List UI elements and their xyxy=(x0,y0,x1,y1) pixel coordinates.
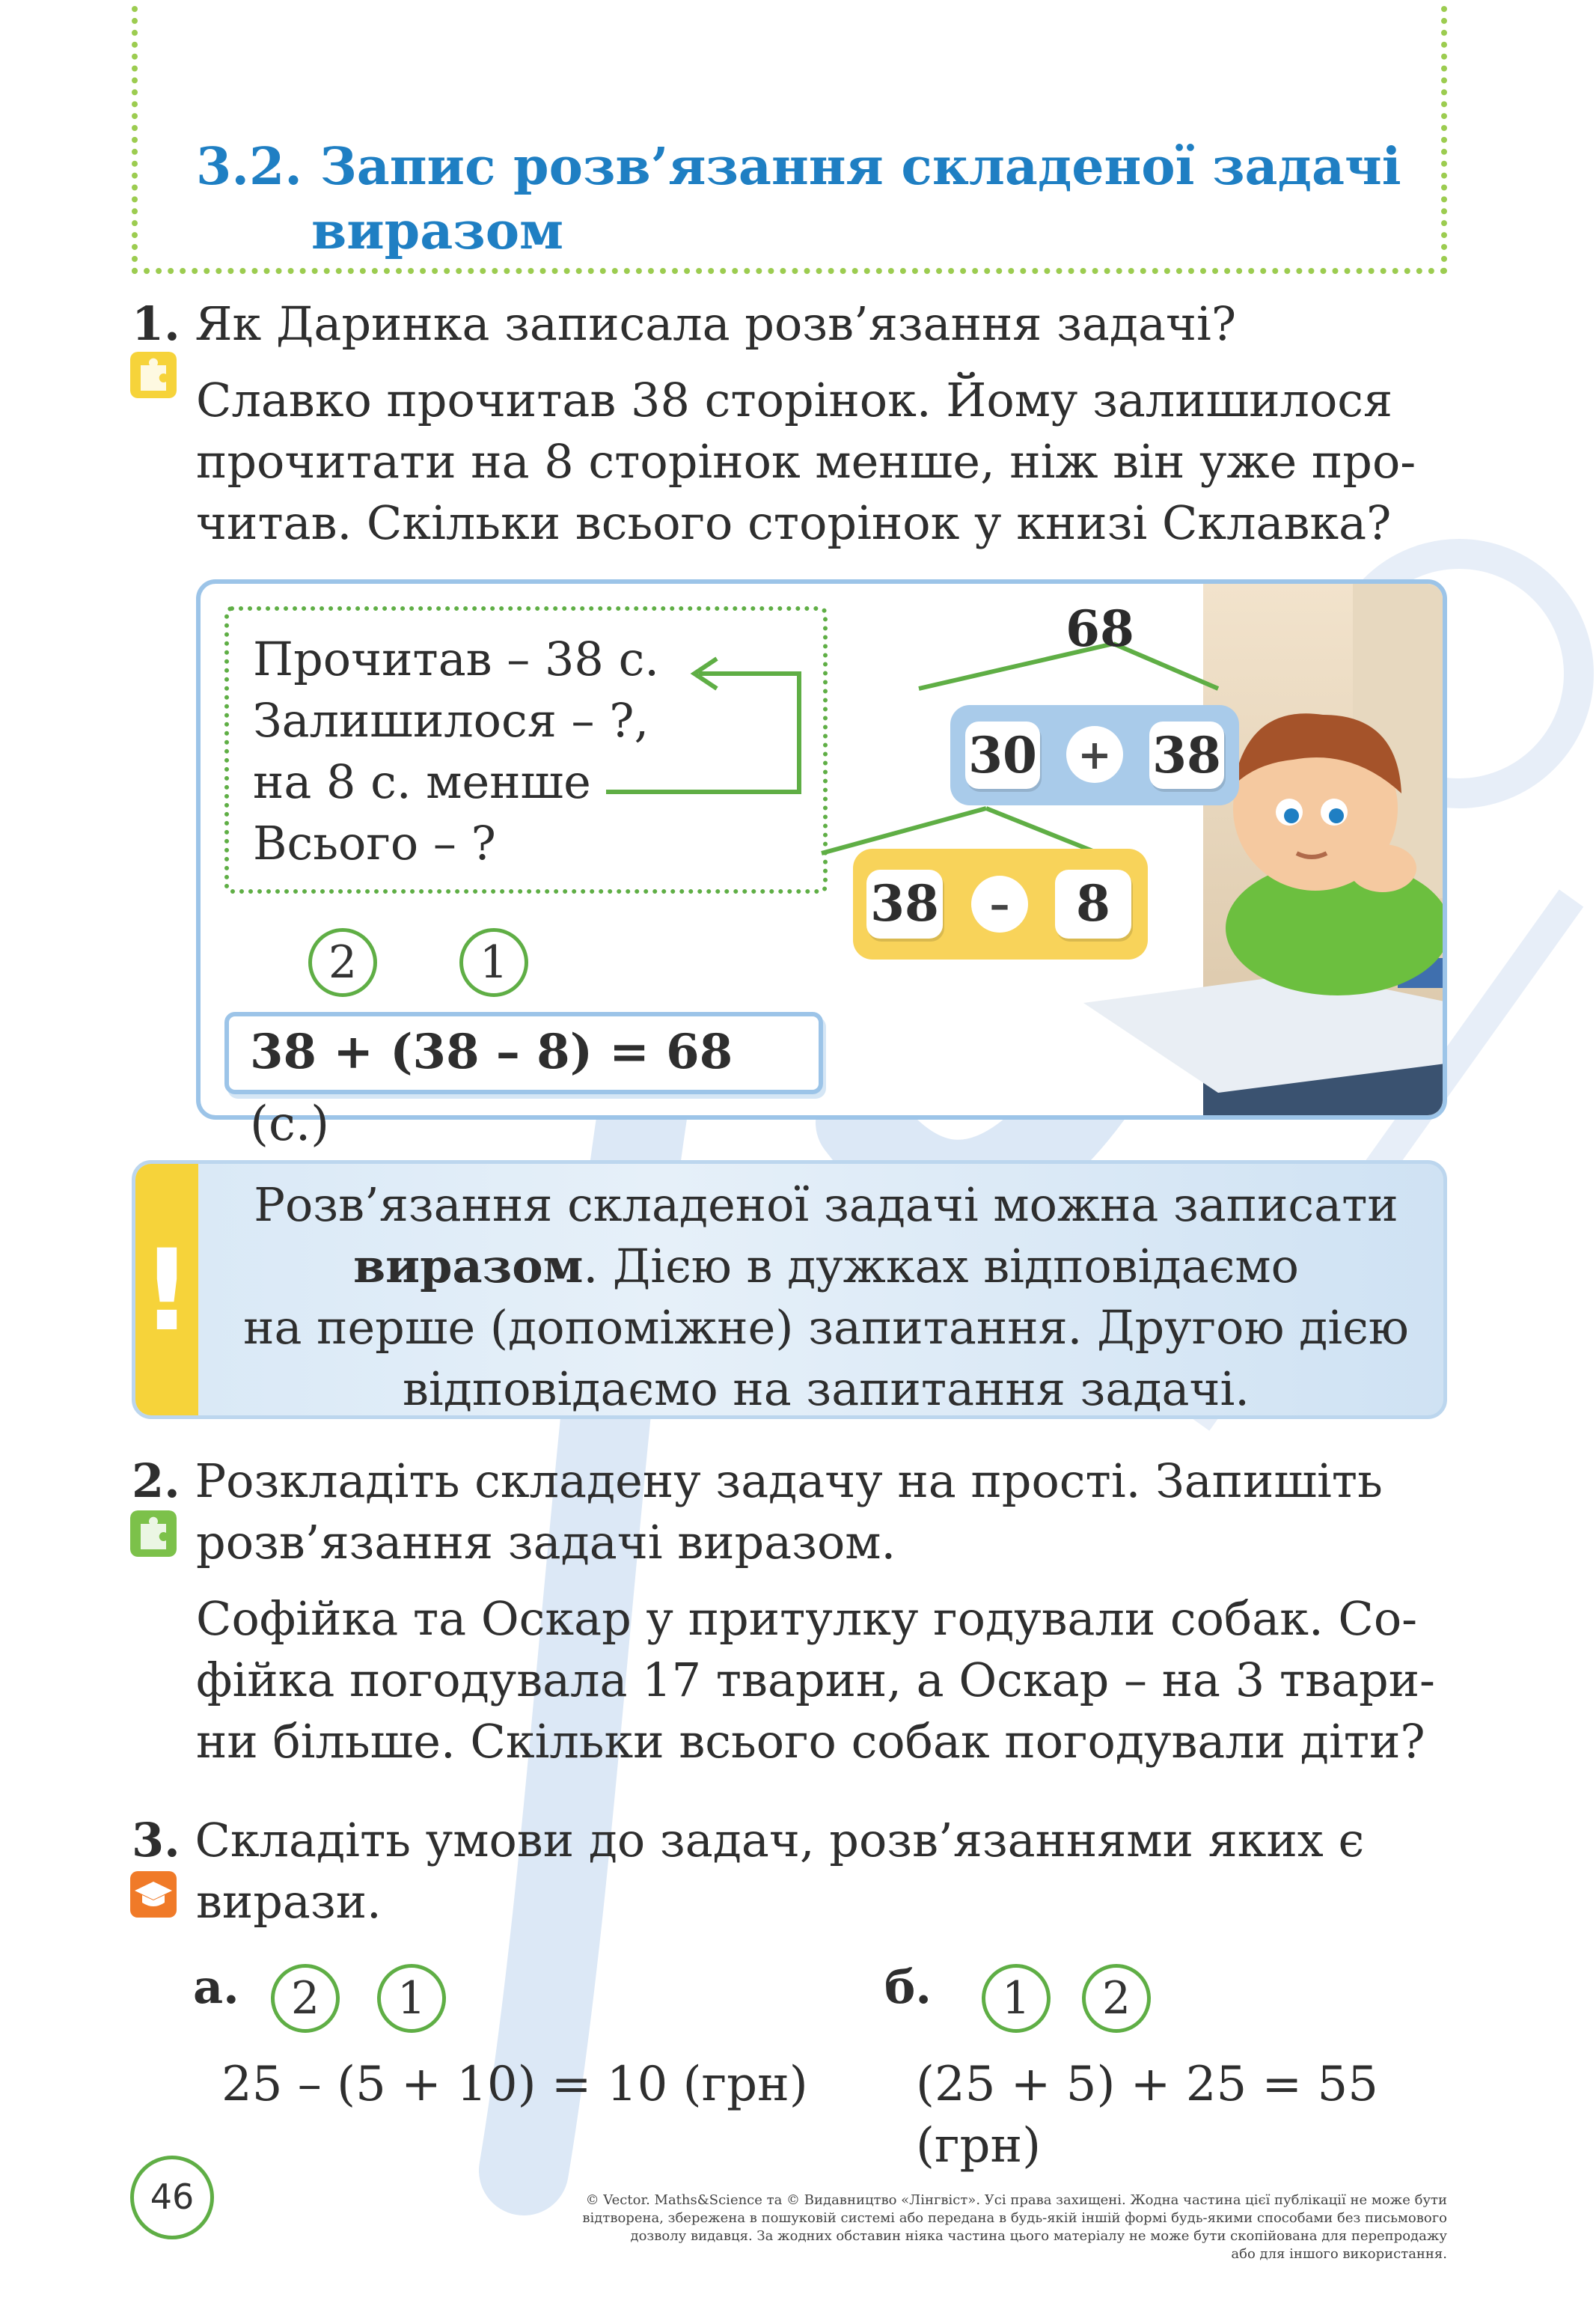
tree-low-left: 38 xyxy=(866,870,943,939)
rule-line: відповідаємо на запитання задачі. xyxy=(402,1361,1250,1416)
rule-box xyxy=(132,1160,1447,1419)
exclamation-icon: ! xyxy=(141,1226,193,1356)
graduation-cap-icon xyxy=(130,1871,177,1918)
task2-number: 2. xyxy=(132,1454,180,1508)
tree-top-result: 68 xyxy=(1065,600,1134,658)
task1-problem-line: читав. Скільки всього сторінок у книзі Склавка? xyxy=(196,495,1392,550)
task2-problem-line: ни більше. Скільки всього собак погодували діти? xyxy=(196,1714,1425,1769)
tree-low-op: – xyxy=(971,876,1028,933)
task1-question-text: Як Даринка записала розв’язання задачі? xyxy=(195,296,1237,351)
rule-line-rest: . Дією в дужках відповідаємо xyxy=(583,1239,1299,1293)
task2-problem-line: Софійка та Оскар у притулку годували собак. Со- xyxy=(196,1591,1418,1646)
rule-text xyxy=(218,1174,1434,1419)
action-order-circle: 2 xyxy=(1082,1964,1151,2033)
task3b-expression: (25 + 5) + 25 = 55 (грн) xyxy=(916,2057,1378,2174)
rule-line: на перше (допоміжне) запитання. Другою дією xyxy=(243,1300,1409,1355)
condition-line: Всього – ? xyxy=(253,816,496,870)
section-number: 3.2. xyxy=(196,137,302,197)
tree-mid-right: 38 xyxy=(1149,722,1224,789)
task3-instruction-text: Складіть умови до задач, розв’язаннями яких є xyxy=(195,1813,1365,1867)
action-order-circle: 1 xyxy=(377,1964,446,2033)
task2-problem xyxy=(196,1588,1453,1772)
task3-instruction-line xyxy=(132,1810,1449,1871)
action-order-circle: 1 xyxy=(982,1964,1051,2033)
section-title-line1: Запис розв’язання складеної задачі xyxy=(319,137,1401,197)
task1-condition-text xyxy=(253,629,792,874)
copyright-line: © Vector. Maths&Science та © Видавництво «Лінгвіст». Усі права захищені. Жодна частина цієї публікації не може бути xyxy=(585,2192,1447,2208)
task1-problem-line: Славко прочитав 38 сторінок. Йому залишилося xyxy=(196,373,1393,427)
condition-line: на 8 с. менше xyxy=(253,754,591,809)
section-title xyxy=(196,135,1423,263)
puzzle-icon xyxy=(130,1510,177,1557)
task3-number: 3. xyxy=(132,1813,180,1867)
task3b-label: б. xyxy=(884,1959,932,2014)
task3-instruction xyxy=(132,1810,1449,1933)
copyright-notice xyxy=(269,2192,1447,2263)
task1-question xyxy=(132,293,1449,355)
task1-problem xyxy=(196,370,1453,554)
copyright-line: дозволу видавця. За жодних обставин ніяка частина цього матеріалу не може бути скопійована для перепродажу xyxy=(630,2228,1447,2244)
tree-mid-op: + xyxy=(1066,726,1123,783)
section-title-line2: виразом xyxy=(311,201,564,261)
action-order-circle: 2 xyxy=(308,928,377,997)
task3a-expression: 25 – (5 + 10) = 10 (грн) xyxy=(221,2057,808,2112)
task1-expression-main: 38 + (38 – 8) = 68 xyxy=(250,1024,733,1080)
task2-problem-line: фійка погодувала 17 тварин, а Оскар – на 3 твари- xyxy=(196,1653,1435,1707)
rule-line: Розв’язання складеної задачі можна записати xyxy=(254,1177,1398,1232)
tree-low-right: 8 xyxy=(1055,870,1131,939)
task1-expression xyxy=(224,1012,823,1152)
task1-problem-line: прочитати на 8 сторінок менше, ніж він уже про- xyxy=(196,434,1416,489)
task3a-label: а. xyxy=(193,1959,239,2014)
page-number: 46 xyxy=(130,2156,214,2239)
action-order-circle: 1 xyxy=(459,928,528,997)
copyright-line: відтворена, збережена в пошуковій системі або передана в будь-якій іншій формі будь-якими способами без письмового xyxy=(582,2210,1447,2226)
condition-line: Прочитав – 38 с. xyxy=(253,632,660,686)
task2-instruction-line xyxy=(132,1451,1449,1512)
puzzle-icon xyxy=(130,352,177,398)
tree-mid-left: 30 xyxy=(965,722,1040,789)
task2-instruction-text: Розкладіть складену задачу на прості. Запишіть xyxy=(195,1454,1383,1508)
copyright-line: або для іншого використання. xyxy=(1231,2246,1447,2262)
condition-line: Залишилося – ?, xyxy=(253,693,649,748)
action-order-circle: 2 xyxy=(271,1964,340,2033)
task2-instruction-line: розв’язання задачі виразом. xyxy=(196,1515,896,1570)
task2-instruction xyxy=(132,1451,1449,1573)
rule-bold-word: виразом xyxy=(353,1239,584,1293)
task1-expression-unit: (с.) xyxy=(250,1097,330,1152)
rule-line xyxy=(218,1236,1434,1297)
task1-number: 1. xyxy=(132,296,180,351)
task3-instruction-line: вирази. xyxy=(196,1874,382,1929)
